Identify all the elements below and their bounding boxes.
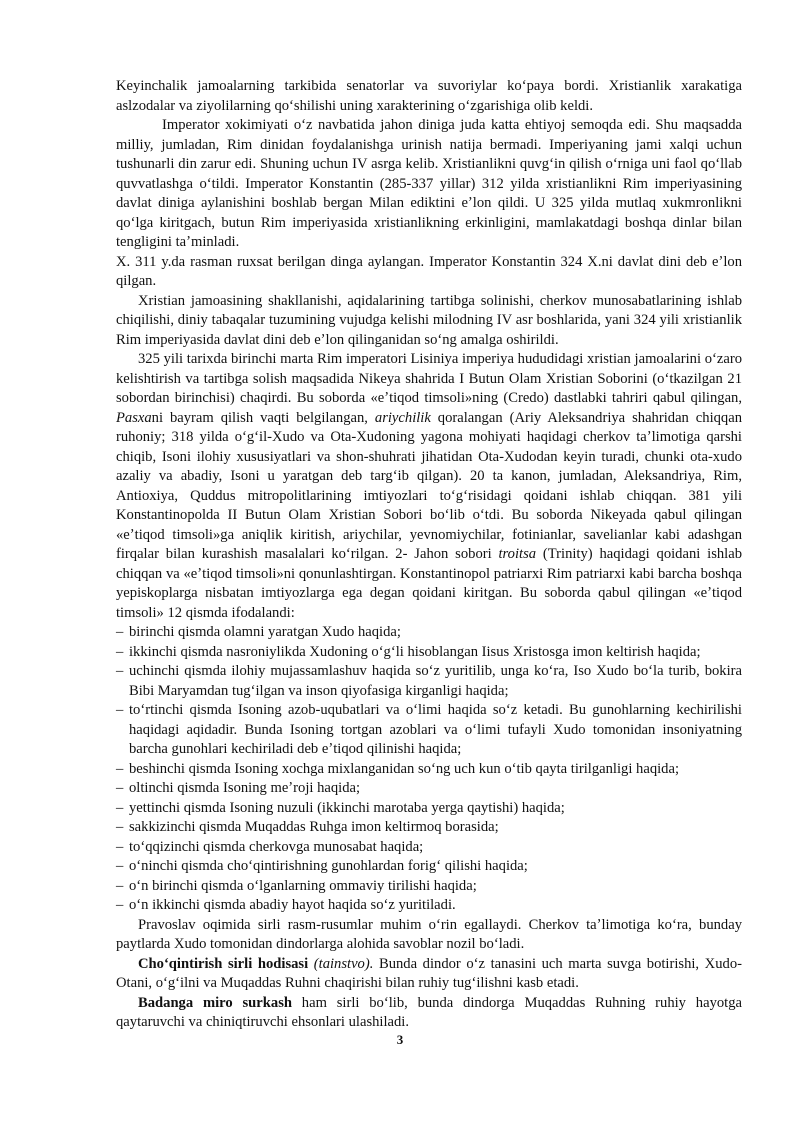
paragraph-imperator: Imperator xokimiyati oʻz navbatida jahon diniga juda katta ehtiyoj semoqda edi. Shu maqsadda milliy, jumladan, Rim dinidan foydalanishga urinish natija bermadi. Imperiyaning jami xalqi uchun tushunarli din zarur edi. Shuning uchun IV asrga kelib. Xristianlikni quvgʻin qilish oʻrniga uni faol qoʻllab quvvatlashga oʻtildi. Imperator Konstantin (285-337 yillar) 312 yilda xristianlikni Rim imperiyasining davlat diniga aylanishini boshlab bergan Milan ediktini eʼlon qildi. U 325 yilda mutlaq xukmronlikni qoʻlga kiritgach, butun Rim imperiyasida xristianlikning erkinligini, mamlakatdagi boshqa dinlar bilan tengligini taʼminladi. (116, 117, 742, 250)
credo-parts-list (116, 623, 742, 916)
text-run: Bunda dindor oʻz tanasini uch marta suvga botirishi, Xudo-Otani, oʻgʻilni va Muqaddas Ruhni chaqirishi bilan ruhiy tugʻilishni kasb etadi. (116, 955, 742, 991)
paragraph-311: X. 311 y.da rasman ruxsat berilgan dinga aylangan. Imperator Konstantin 324 X.ni davlat dini deb eʼlon qilgan. (116, 253, 742, 289)
list-item: – oʻn birinchi qismda oʻlganlarning ommaviy tirilishi haqida; (116, 877, 742, 897)
italic-term-pasxa: Pasxa (116, 409, 152, 426)
list-item: – ikkinchi qismda nasroniylikda Xudoning oʻgʻli hisoblangan Iisus Xristosga imon keltirish haqida; (116, 643, 742, 663)
italic-term-troitsa: troitsa (498, 546, 537, 562)
paragraph-jamoa: Xristian jamoasining shakllanishi, aqidalarining tartibga solinishi, cherkov munosabatlarining ishlab chiqilishi, diniy tabaqalar tuzumining vujudga kelishi milodning IV asr boshlarida, yani 324 yili xristianlik Rim imperiyasida davlat dini deb eʼlon qilinganidan soʻng amalga oshirildi. (116, 292, 742, 348)
list-item: – yettinchi qismda Isoning nuzuli (ikkinchi marotaba yerga qaytishi) haqida; (116, 799, 742, 819)
list-item: – oʻn ikkinchi qismda abadiy hayot haqida soʻz yuritiladi. (116, 896, 742, 916)
list-item: – oʻninchi qismda choʻqintirishning gunohlardan forigʻ qilishi haqida; (116, 857, 742, 877)
text-run: ham sirli boʻlib, bunda dindorga Muqaddas Ruhning ruhiy hayotga qaytaruvchi va chiniqtiruvchi ehsonlari ulashiladi. (116, 994, 742, 1030)
list-item: – birinchi qismda olamni yaratgan Xudo haqida; (116, 623, 742, 643)
list-item: – toʻqqizinchi qismda cherkovga munosabat haqida; (116, 838, 742, 858)
bold-term-choqintirish: Choʻqintirish sirli hodisasi (138, 955, 309, 972)
document-page (116, 77, 742, 1033)
page-number: 3 (396, 1032, 404, 1047)
text-run: ni bayram qilish vaqti belgilangan, (151, 409, 375, 426)
paragraph-choqintirish (116, 955, 742, 994)
list-item: – uchinchi qismda ilohiy mujassamlashuv haqida soʻz yuritilib, unga koʻra, Iso Xudo boʻla turib, bokira Bibi Maryamdan tugʻilgan va inson qiyofasiga kirganligi haqida; (116, 662, 742, 701)
list-item: – oltinchi qismda Isoning meʼroji haqida; (116, 779, 742, 799)
text-run: (Trinity) haqidagi qoidani ishlab chiqqan va «eʼtiqod timsoli»ni qonunlashtirgan. Konstantinopol patriarxi Rim patriarxi kabi barcha boshqa yepiskoplarga nisbatan imtiyozlarga ega degan qoidani kiritgan. Bu soborda qabul qilingan «eʼtiqod timsoli» 12 qismda ifodalandi: (116, 546, 742, 621)
paragraph-intro: Keyinchalik jamoalarning tarkibida senatorlar va suvoriylar koʻpaya bordi. Xristianlik xarakatiga aslzodalar va ziyolilarning qoʻshilishi uning xarakterining oʻzgarishiga olib keldi. (116, 78, 742, 114)
italic-term-tainstvo: (tainstvo). (308, 955, 374, 972)
bold-term-miro: Badanga miro surkash (138, 994, 292, 1011)
paragraph-miro (116, 994, 742, 1033)
list-item: – toʻrtinchi qismda Isoning azob-uqubatlari va oʻlimi haqida soʻz ketadi. Bu gunohlarning kechirilishi haqidagi aqidadir. Bunda Isoning tortgan azoblari va oʻlimi tufayli Xudo tomonidan insoniyatning barcha gunohlari kechiriladi deb eʼtiqod qilinishi haqida; (116, 701, 742, 760)
paragraph-pravoslav: Pravoslav oqimida sirli rasm-rusumlar muhim oʻrin egallaydi. Cherkov taʼlimotiga koʻra, bunday paytlarda Xudo tomonidan dindorlarga alohida savoblar nozil boʻladi. (116, 916, 742, 952)
text-run: qoralangan (Ariy Aleksandriya shahridan chiqqan ruhoniy; 318 yilda oʻgʻil-Xudo va Ota-Xudoning yagona mohiyati haqidagi cherkov taʼlimotiga qarshi chiqib, Isoni ilohiy xususiyatlari va shon-shuhrati jihatidan Ota-Xudodan keyin turadi, chunki ota-xudo azaliy va abadiy, Isoni u yaratgan deb targʻib qilgan). 20 ta kanon, jumladan, Aleksandriya, Rim, Antioxiya, Quddus mitropolitlarining imtiyozlari toʻgʻrisidagi qoidani ishlab chiqqan. 381 yili Konstantinopolda II Butun Olam Xristian Sobori boʻlib oʻtdi. Bu soborda Nikeyada qabul qilingan «eʼtiqod timsoli»ga aniqlik kiritish, ariychilar, yevnomiychilar, fotinianlar, savelianlar kabi adashgan firqalar bilan kurashish masalalari koʻrilgan. 2- Jahon sobori (116, 409, 742, 562)
paragraph-325 (116, 350, 742, 623)
list-item: – sakkizinchi qismda Muqaddas Ruhga imon keltirmoq borasida; (116, 818, 742, 838)
italic-term-ariychilik: ariychilik (374, 409, 431, 426)
text-run: 325 yili tarixda birinchi marta Rim imperatori Lisiniya imperiya hududidagi xristian jamoalarini oʻzaro kelishtirish va tartibga solish maqsadida Nikeya shahrida I Butun Olam Xristian Soborini (oʻtkazilgan 21 sobordan birinchisi) chaqirdi. Bu soborda «eʼtiqod timsoli»ning (Credo) dastlabki tahriri qabul qilingan, (116, 351, 742, 406)
list-item: – beshinchi qismda Isoning xochga mixlanganidan soʻng uch kun oʻtib qayta tirilganligi haqida; (116, 760, 742, 780)
